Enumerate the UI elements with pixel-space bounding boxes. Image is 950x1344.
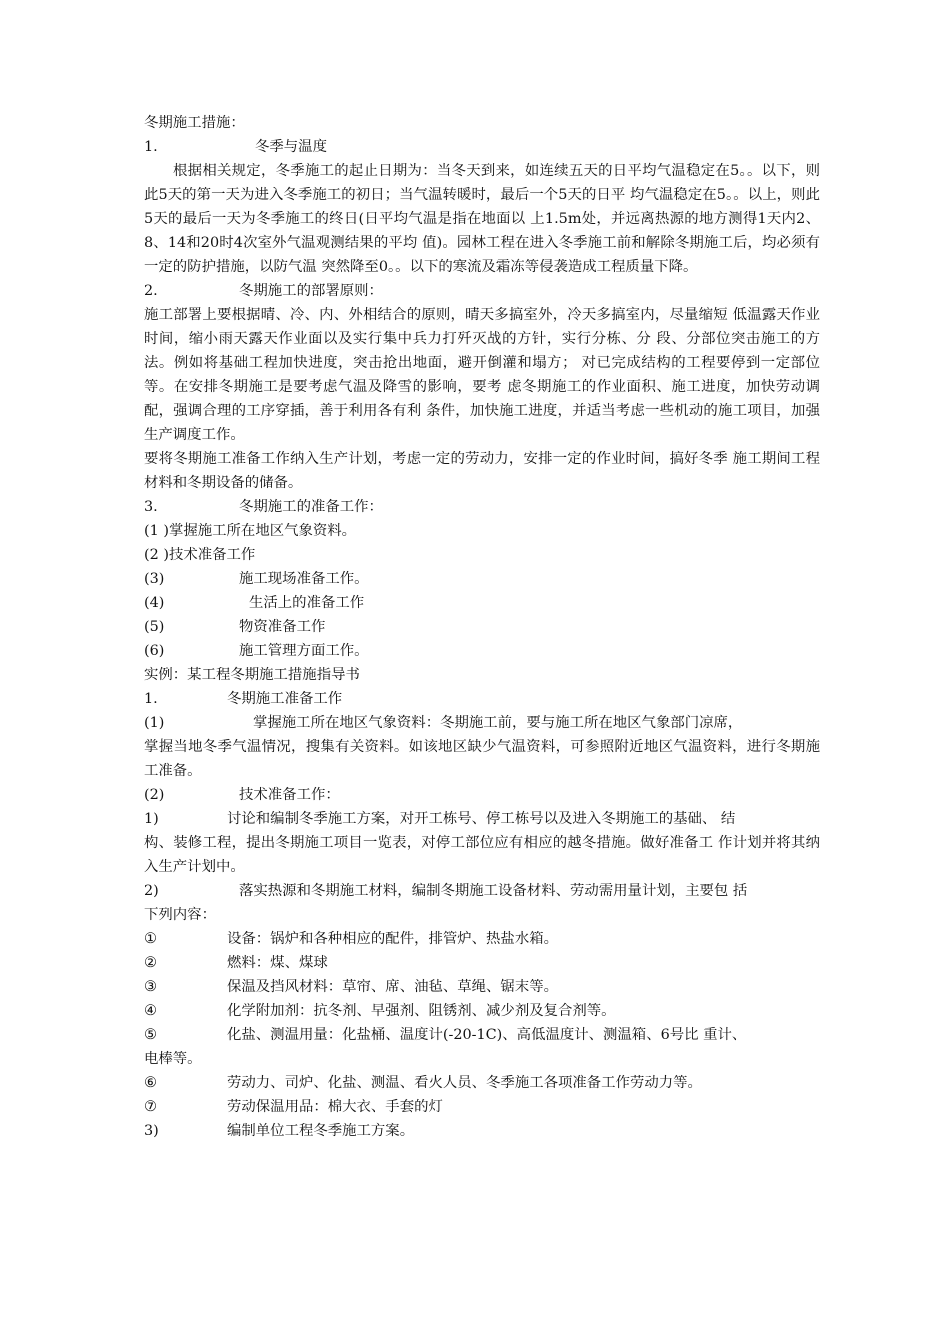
section-number: 3. — [144, 499, 158, 515]
tech-item-3 — [144, 1119, 820, 1143]
tech-item-1 — [144, 807, 820, 831]
circled-item — [144, 927, 820, 951]
list-item-number: 3) — [144, 1123, 159, 1139]
list-item — [144, 615, 820, 639]
section-title: 冬季与温度 — [255, 139, 327, 155]
list-item-text: 下列内容： — [144, 907, 216, 923]
list-item-number: (2) — [144, 787, 165, 803]
circled-item — [144, 1071, 820, 1095]
list-item-number: (6) — [144, 643, 165, 659]
example-section-1-heading — [144, 687, 820, 711]
list-item-number: (4) — [144, 595, 165, 611]
section-title: 冬期施工准备工作 — [227, 691, 343, 707]
list-item-text: 技术准备工作： — [239, 787, 340, 803]
section-2-paragraph-2: 要将冬期施工准备工作纳入生产计划，考虑一定的劳动力，安排一定的作业时间，搞好冬季 施工期间工程材料和冬期设备的储备。 — [144, 451, 820, 491]
tech-item-1-continued: 构、装修工程，提出冬期施工项目一览表，对停工部位应有相应的越冬措施。做好准备工 作计划并将其纳入生产计划中。 — [144, 835, 820, 875]
section-1-paragraph: 根据相关规定，冬季施工的起止日期为：当冬天到来，如连续五天的日平均气温稳定在5。。以下，则此5天的第一天为进入冬季施工的初日；当气温转暖时，最后一个5天的日平 均气温稳定在5。。以上，则此5天的最后一天为冬季施工的终日(日平均气温是指在地面以 上1.5m处，并远离热源的地方测得1天内2、8、14和20时4次室外气温观测结果的平均 值)。园林工程在进入冬季施工前和解除冬期施工后，均必须有一定的防护措施，以防气温 突然降至0。。以下的寒流及霜冻等侵袭造成工程质量下降。 — [144, 163, 820, 275]
list-item-number: ④ — [144, 1003, 157, 1019]
list-item-text: 劳动力、司炉、化盐、测温、看火人员、冬季施工各项准备工作劳动力等。 — [227, 1075, 702, 1091]
list-item-text: 电棒等。 — [144, 1051, 202, 1067]
list-item-text: 物资准备工作 — [239, 619, 326, 635]
list-item-text: 燃料：煤、煤球 — [227, 955, 328, 971]
tech-item-2 — [144, 879, 820, 903]
section-1-heading — [144, 135, 820, 159]
circled-item-5-continued — [144, 1047, 820, 1071]
list-item-text: 化学附加剂：抗冬剂、早强剂、阻锈剂、减少剂及复合剂等。 — [227, 1003, 616, 1019]
section-2-heading — [144, 279, 820, 303]
section-number: 2. — [144, 283, 158, 299]
list-item-text: 保温及挡风材料：草帘、席、油毡、草绳、锯末等。 — [227, 979, 558, 995]
list-item-number: 1) — [144, 811, 159, 827]
list-item-number: (1) — [144, 715, 165, 731]
circled-item — [144, 951, 820, 975]
doc-title — [144, 111, 820, 135]
tech-item-2-continued — [144, 903, 820, 927]
example-title-text: 实例：某工程冬期施工措施指导书 — [144, 667, 360, 683]
list-item-text: 施工管理方面工作。 — [239, 643, 369, 659]
list-item-number: ③ — [144, 979, 157, 995]
list-item-number: ⑦ — [144, 1099, 157, 1115]
list-item-number: (2 ) — [144, 547, 169, 563]
list-item-number: ① — [144, 931, 157, 947]
section-title: 冬期施工的部署原则： — [239, 283, 383, 299]
list-item-text: 施工现场准备工作。 — [239, 571, 369, 587]
example-item-1-continued: 掌握当地冬季气温情况，搜集有关资料。如该地区缺少气温资料，可参照附近地区气温资料，进行冬期施工准备。 — [144, 739, 820, 779]
list-item-text: 设备：锅炉和各种相应的配件，排管炉、热盐水箱。 — [227, 931, 558, 947]
circled-item — [144, 975, 820, 999]
section-2-paragraph-1: 施工部署上要根据晴、冷、内、外相结合的原则，晴天多搞室外，冷天多搞室内，尽量缩短 低温露天作业时间，缩小雨天露天作业面以及实行集中兵力打歼灭战的方针，实行分栋、分 段、分部位突击施工的方法。例如将基础工程加快进度，突击抢出地面，避开倒灌和塌方； 对已完成结构的工程要停到一定部位等。在安排冬期施工是要考虑气温及降雪的影响，要考 虑冬期施工的作业面积、施工进度，加快劳动调配，强调合理的工序穿插，善于利用各有利 条件，加快施工进度，并适当考虑一些机动的施工项目，加强生产调度工作。 — [144, 307, 820, 443]
list-item-number: (5) — [144, 619, 165, 635]
list-item-number: (1 ) — [144, 523, 169, 539]
list-item-number: ⑥ — [144, 1075, 157, 1091]
list-item-number: ② — [144, 955, 157, 971]
list-item-text: 生活上的准备工作 — [249, 595, 365, 611]
circled-item — [144, 999, 820, 1023]
list-item-text: 编制单位工程冬季施工方案。 — [227, 1123, 415, 1139]
circled-item — [144, 1095, 820, 1119]
list-item — [144, 591, 820, 615]
list-item-text: 讨论和编制冬季施工方案，对开工栋号、停工栋号以及进入冬期施工的基础、 结 — [227, 811, 736, 827]
section-title: 冬期施工的准备工作： — [239, 499, 383, 515]
section-3-heading — [144, 495, 820, 519]
list-item-number: ⑤ — [144, 1027, 157, 1043]
list-item-number: 2) — [144, 883, 159, 899]
example-item-1 — [144, 711, 820, 735]
list-item — [144, 567, 820, 591]
list-item — [144, 639, 820, 663]
list-item-number: (3) — [144, 571, 165, 587]
example-title — [144, 663, 820, 687]
example-item-2 — [144, 783, 820, 807]
doc-title-text: 冬期施工措施： — [144, 115, 245, 131]
document-body — [144, 111, 820, 1143]
list-item-text: 技术准备工作 — [168, 547, 256, 563]
section-number: 1. — [144, 139, 158, 155]
list-item-text: 掌握施工所在地区气象资料：冬期施工前，要与施工所在地区气象部门凉席， — [253, 715, 743, 731]
list-item — [144, 543, 820, 567]
list-item-text: 落实热源和冬期施工材料，编制冬期施工设备材料、劳动需用量计划，主要包 括 — [239, 883, 748, 899]
list-item-text: 化盐、测温用量：化盐桶、温度计(-20-1C)、高低温度计、测温箱、6号比 重计、 — [227, 1027, 747, 1043]
list-item-text: 劳动保温用品：棉大衣、手套的灯 — [227, 1099, 443, 1115]
circled-item — [144, 1023, 820, 1047]
section-number: 1. — [144, 691, 158, 707]
list-item-text: 掌握施工所在地区气象资料。 — [168, 523, 357, 539]
list-item — [144, 519, 820, 543]
